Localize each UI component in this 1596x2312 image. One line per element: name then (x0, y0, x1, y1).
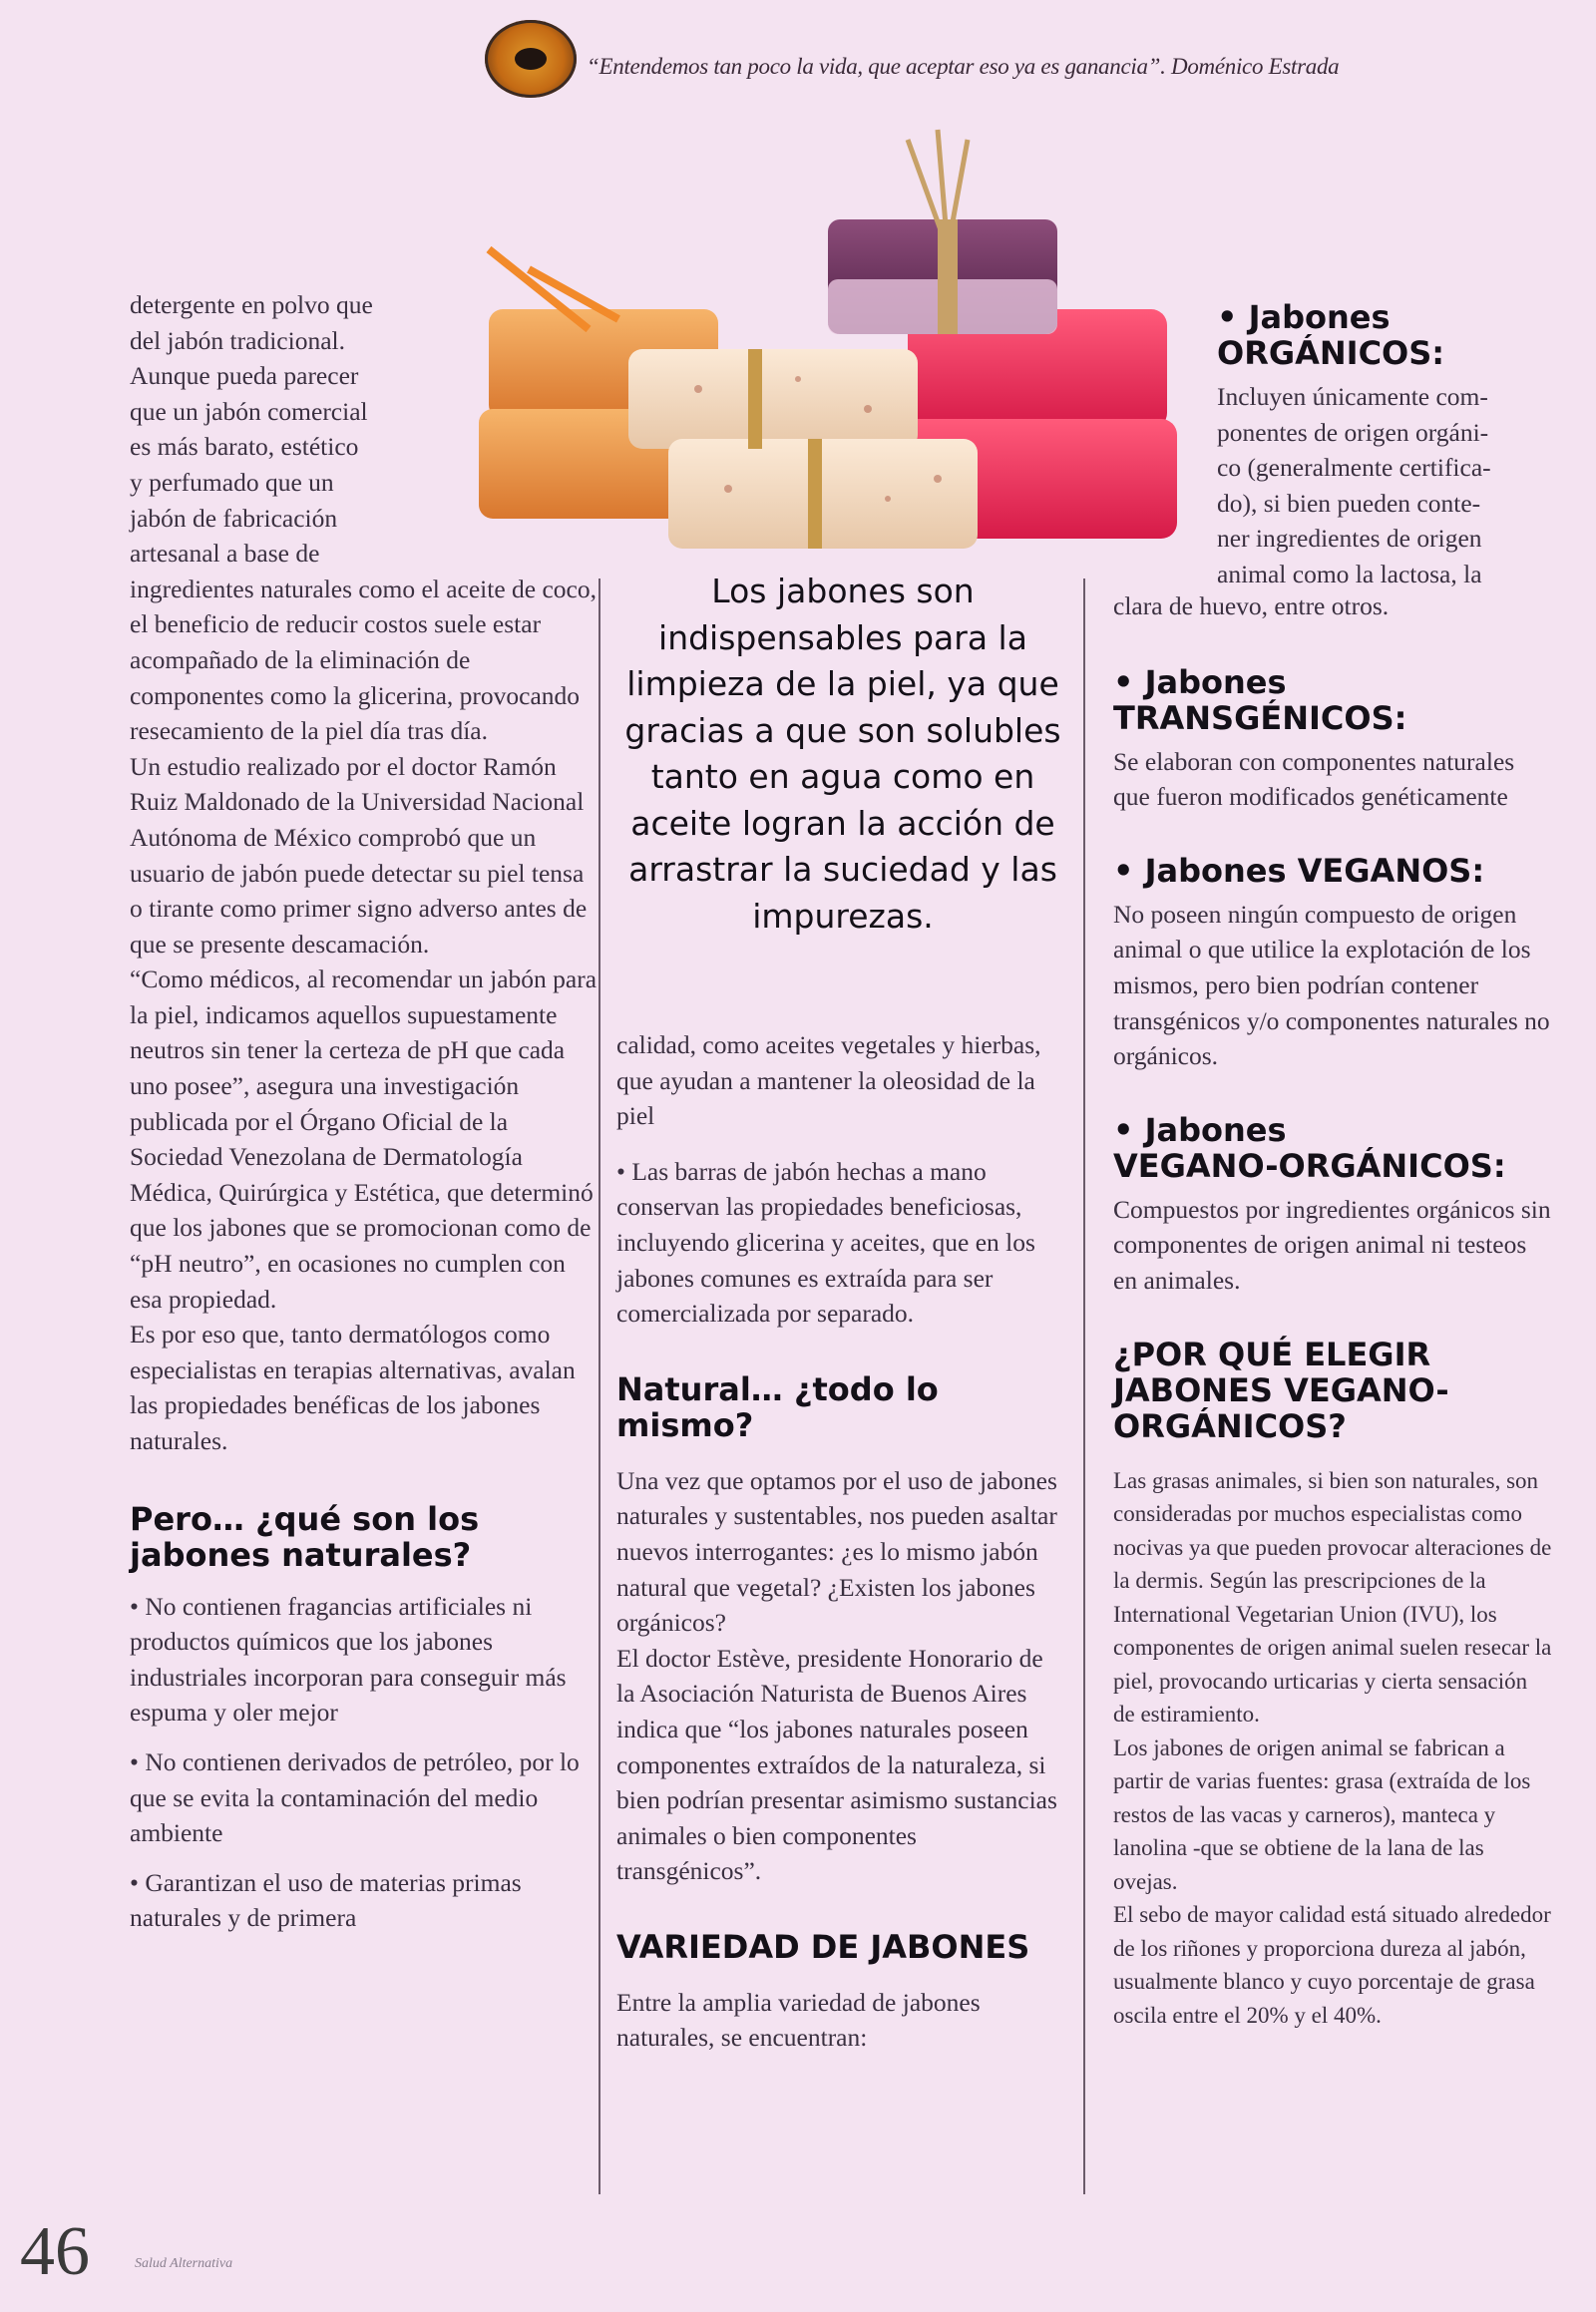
column-divider (598, 578, 600, 2194)
list-item: • Las barras de jabón hechas a mano conservan las propiedades beneficiosas, incluyendo glicerina y aceites, que en los jabones comunes es extraída para ser comercializada por separado. (616, 1154, 1065, 1332)
list-item: • No contienen fragancias artificiales ni productos químicos que los jabones industriales incorporan para conseguir más espuma y oler mejor (130, 1589, 598, 1731)
body-paragraph: El sebo de mayor calidad está situado alrededor de los riñones y proporciona dureza al jabón, usualmente blanco y cuyo porcentaje de grasa oscila entre el 20% y el 40%. (1113, 1902, 1551, 2028)
body-paragraph: Un estudio realizado por el doctor Ramón Ruiz Maldonado de la Universidad Nacional Autónoma de México comprobó que un usuario de jabón puede detectar su piel tensa o tirante como primer signo adverso antes de que se presente descamación. (130, 751, 588, 959)
body-line: do), si bien pueden conte- (1217, 488, 1481, 518)
intro-line: que un jabón comercial (130, 396, 368, 426)
header-quote: “Entendemos tan poco la vida, que aceptar eso ya es ganancia”. Doménico Estrada (587, 54, 1340, 79)
list-item: • Garantizan el uso de materias primas naturales y de primera (130, 1865, 598, 1936)
section-heading: • Jabones VEGANOS: (1113, 851, 1485, 890)
section-heading: TRANSGÉNICOS: (1113, 698, 1407, 737)
pull-quote: Los jabones son indispensables para la limpieza de la piel, ya que gracias a que son solubles tanto en agua como en aceite logran la acción de arrastrar la suciedad y las impurezas. (624, 572, 1061, 936)
column-right (1113, 588, 1552, 2032)
section-heading: ORGÁNICOS: (1217, 334, 1445, 372)
section-heading: ¿POR QUÉ ELEGIR JABONES VEGANO-ORGÁNICOS? (1113, 1335, 1449, 1445)
intro-line: Aunque pueda parecer (130, 361, 359, 391)
body-paragraph: Las grasas animales, si bien son naturales, son consideradas por muchos especialistas como nocivas ya que pueden provocar alteraciones de la dermis. Según las prescripciones de la International Vegetarian Union (IVU), los componentes de origen animal suelen resecar la piel, provocando urticarias y cierta sensación de estiramiento. (1113, 1467, 1552, 1728)
section-heading: VARIEDAD DE JABONES (616, 1927, 1030, 1966)
body-paragraph: Compuestos por ingredientes orgánicos sin componentes de origen animal ni testeos en animales. (1113, 1194, 1551, 1295)
intro-line: jabón de fabricación (130, 503, 338, 533)
page-number: 46 (20, 2213, 90, 2290)
body-paragraph: “Como médicos, al recomendar un jabón para la piel, indicamos aquellos supuestamente neutros sin tener la certeza de pH que cada uno posee”, asegura una investigación publicada por el Órgano Oficial de la Sociedad Venezolana de Dermatología Médica, Quirúrgica y Estética, que determinó que los jabones que se promocionan como de “pH neutro”, en ocasiones no cumplen con esa propiedad. (130, 964, 598, 1314)
body-paragraph: Los jabones de origen animal se fabrican a partir de varias fuentes: grasa (extraída de los restos de las vacas y carneros), manteca y lanolina -que se obtiene de la lana de las ovejas. (1113, 1734, 1531, 1894)
column-divider (1083, 578, 1085, 2194)
column-middle (616, 1027, 1065, 2056)
body-paragraph: Una vez que optamos por el uso de jabones naturales y sustentables, nos pueden asaltar nuevos interrogantes: ¿es lo mismo jabón natural que vegetal? ¿Existen los jabones orgánicos? (616, 1465, 1057, 1638)
body-paragraph: Es por eso que, tanto dermatólogos como especialistas en terapias alternativas, avalan las propiedades benéficas de los jabones naturales. (130, 1320, 576, 1455)
intro-line: y perfumado que un (130, 467, 334, 497)
body-line: Incluyen únicamente com- (1217, 382, 1488, 411)
body-paragraph: clara de huevo, entre otros. (1113, 591, 1390, 620)
intro-line: del jabón tradicional. (130, 325, 345, 355)
section-heading: Pero… ¿qué son los jabones naturales? (130, 1499, 480, 1574)
section-heading: Natural… ¿todo lo mismo? (616, 1369, 939, 1444)
body-paragraph: ingredientes naturales como el aceite de coco, el beneficio de reducir costos suele estar acompañado de la eliminación de componentes como la glicerina, provocando resecamiento de la piel día tras día. (130, 574, 597, 746)
section-heading: VEGANO-ORGÁNICOS: (1113, 1146, 1506, 1185)
body-paragraph: No poseen ningún compuesto de origen animal o que utilice la explotación de los mismos, pero bien podrían contener transgénicos y/o componentes naturales no orgánicos. (1113, 899, 1550, 1071)
body-line: ner ingredientes de origen (1217, 524, 1482, 554)
intro-line: es más barato, estético (130, 432, 359, 462)
body-paragraph: calidad, como aceites vegetales y hierbas, que ayudan a mantener la oleosidad de la piel (616, 1030, 1041, 1131)
body-line: animal como la lactosa, la (1217, 559, 1482, 588)
intro-line: artesanal a base de (130, 539, 320, 569)
intro-lines (130, 287, 419, 572)
body-line: ponentes de origen orgáni- (1217, 417, 1489, 447)
organicos-block (1217, 299, 1556, 592)
body-paragraph: Se elaboran con componentes naturales que fueron modificados genéticamente (1113, 746, 1515, 812)
body-paragraph: Entre la amplia variedad de jabones naturales, se encuentran: (616, 1987, 981, 2053)
section-heading: • Jabones (1113, 1110, 1287, 1149)
section-heading: • Jabones (1217, 298, 1391, 336)
body-paragraph: El doctor Estève, presidente Honorario de la Asociación Naturista de Buenos Aires indica que “los jabones naturales poseen componentes extraídos de la naturaleza, si bien podrían presentar asimismo sustancias animales o bien componentes transgénicos”. (616, 1643, 1057, 1886)
section-label: Salud Alternativa (135, 2256, 233, 2271)
intro-line: detergente en polvo que (130, 290, 373, 319)
list-item: • No contienen derivados de petróleo, por lo que se evita la contaminación del medio ambiente (130, 1744, 598, 1851)
yin-yang-icon (485, 20, 577, 98)
column-left (130, 287, 598, 1936)
section-heading: • Jabones (1113, 662, 1287, 701)
body-line: co (generalmente certifica- (1217, 453, 1491, 483)
